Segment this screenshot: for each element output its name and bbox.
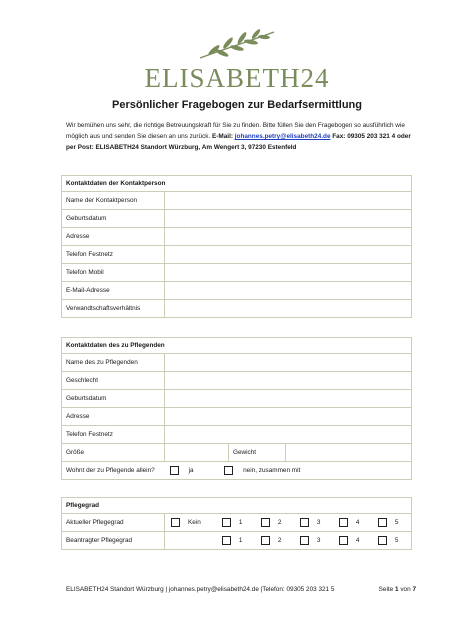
page-number bbox=[379, 586, 416, 593]
table-row bbox=[62, 514, 412, 532]
intro-text: Wir bemühen uns sehr, die richtige Betreuungskraft für Sie zu finden. Bitte füllen Sie den Fragebogen so ausführlich wie möglich aus und senden Sie diesen an uns zurück. bbox=[66, 122, 405, 140]
empty-cell bbox=[165, 532, 216, 550]
level-checkbox[interactable] bbox=[378, 518, 387, 527]
level-label: 2 bbox=[277, 519, 282, 526]
field-label: Telefon Festnetz bbox=[62, 426, 165, 444]
post-text: oder per Post: ELISABETH24 Standort Würzburg, Am Wengert 3, 97230 Estenfeld bbox=[66, 133, 411, 151]
level-option bbox=[333, 532, 372, 550]
table-row bbox=[62, 372, 412, 390]
field-label: Adresse bbox=[62, 408, 165, 426]
level-checkbox[interactable] bbox=[261, 536, 270, 545]
field-label: Geschlecht bbox=[62, 372, 165, 390]
level-option bbox=[216, 514, 255, 532]
level-label: 4 bbox=[355, 519, 360, 526]
level-label: 5 bbox=[394, 519, 399, 526]
lives-alone-label: Wohnt der zu Pflegende allein? bbox=[66, 467, 155, 474]
input-cell[interactable] bbox=[165, 246, 412, 264]
table-row bbox=[62, 192, 412, 210]
table-row bbox=[62, 426, 412, 444]
yes-label: ja bbox=[188, 467, 194, 474]
level-checkbox[interactable] bbox=[339, 536, 348, 545]
weight-label: Gewicht bbox=[229, 444, 286, 462]
field-label: E-Mail-Adresse bbox=[62, 282, 165, 300]
level-option bbox=[294, 532, 333, 550]
level-checkbox[interactable] bbox=[378, 536, 387, 545]
level-label: 4 bbox=[355, 537, 360, 544]
page-prefix: Seite bbox=[378, 586, 394, 593]
section-heading: Kontaktdaten des zu Pflegenden bbox=[62, 338, 412, 354]
field-label: Geburtsdatum bbox=[62, 390, 165, 408]
level-option bbox=[216, 532, 255, 550]
section-heading: Pflegegrad bbox=[62, 498, 412, 514]
footer-contact: ELISABETH24 Standort Würzburg | johannes.petry@elisabeth24.de |Telefon: 09305 203 321 5 bbox=[66, 586, 335, 593]
weight-input[interactable] bbox=[286, 444, 412, 462]
level-option bbox=[372, 514, 412, 532]
table-row bbox=[62, 228, 412, 246]
level-label: 3 bbox=[316, 537, 321, 544]
none-checkbox[interactable] bbox=[171, 518, 180, 527]
level-checkbox[interactable] bbox=[222, 536, 231, 545]
table-row bbox=[62, 444, 412, 462]
table-row bbox=[62, 210, 412, 228]
field-label: Verwandtschaftsverhältnis bbox=[62, 300, 165, 318]
olive-branch-icon bbox=[192, 28, 282, 64]
email-link[interactable]: johannes.petry@elisabeth24.de bbox=[234, 133, 331, 140]
none-label: Kein bbox=[188, 519, 201, 526]
level-option bbox=[255, 514, 294, 532]
level-checkbox[interactable] bbox=[300, 536, 309, 545]
level-checkbox[interactable] bbox=[339, 518, 348, 527]
table-row bbox=[62, 462, 412, 480]
no-checkbox[interactable] bbox=[224, 466, 233, 475]
table-row bbox=[62, 264, 412, 282]
patient-table bbox=[61, 337, 412, 480]
level-option bbox=[372, 532, 412, 550]
page-total: 7 bbox=[412, 586, 416, 593]
input-cell[interactable] bbox=[165, 228, 412, 246]
level-option bbox=[294, 514, 333, 532]
input-cell[interactable] bbox=[165, 300, 412, 318]
page-title: Persönlicher Fragebogen zur Bedarfsermittlung bbox=[112, 99, 362, 111]
section-heading: Kontaktdaten der Kontaktperson bbox=[62, 176, 412, 192]
field-label: Adresse bbox=[62, 228, 165, 246]
level-checkbox[interactable] bbox=[222, 518, 231, 527]
brand-name: ELISABETH24 bbox=[144, 63, 330, 93]
field-label: Geburtsdatum bbox=[62, 210, 165, 228]
level-label: 3 bbox=[316, 519, 321, 526]
input-cell[interactable] bbox=[165, 408, 412, 426]
level-label: 1 bbox=[238, 519, 243, 526]
table-row bbox=[62, 246, 412, 264]
lives-alone-row bbox=[62, 462, 412, 480]
size-input[interactable] bbox=[165, 444, 229, 462]
yes-checkbox[interactable] bbox=[170, 466, 179, 475]
none-option bbox=[165, 514, 216, 532]
level-label: 1 bbox=[238, 537, 243, 544]
field-label: Name des zu Pflegenden bbox=[62, 354, 165, 372]
care-level-table bbox=[61, 497, 412, 550]
input-cell[interactable] bbox=[165, 390, 412, 408]
page-mid: von bbox=[400, 586, 411, 593]
logo bbox=[0, 28, 474, 92]
field-label: Telefon Mobil bbox=[62, 264, 165, 282]
no-label: nein, zusammen mit bbox=[243, 467, 301, 474]
level-checkbox[interactable] bbox=[300, 518, 309, 527]
table-row bbox=[62, 282, 412, 300]
input-cell[interactable] bbox=[165, 426, 412, 444]
field-label: Beantragter Pflegegrad bbox=[62, 532, 165, 550]
email-label: E-Mail: bbox=[212, 133, 233, 140]
input-cell[interactable] bbox=[165, 354, 412, 372]
table-row bbox=[62, 354, 412, 372]
fax-text: Fax: 09305 203 321 4 bbox=[332, 133, 396, 140]
intro-paragraph bbox=[66, 120, 416, 153]
table-row bbox=[62, 408, 412, 426]
field-label: Telefon Festnetz bbox=[62, 246, 165, 264]
input-cell[interactable] bbox=[165, 372, 412, 390]
level-label: 2 bbox=[277, 537, 282, 544]
level-label: 5 bbox=[394, 537, 399, 544]
table-row bbox=[62, 532, 412, 550]
level-option bbox=[333, 514, 372, 532]
level-option bbox=[255, 532, 294, 550]
field-label: Name der Kontaktperson bbox=[62, 192, 165, 210]
table-row bbox=[62, 300, 412, 318]
page-current: 1 bbox=[395, 586, 399, 593]
contact-table bbox=[61, 175, 412, 318]
size-label: Größe bbox=[62, 444, 165, 462]
input-cell[interactable] bbox=[165, 282, 412, 300]
level-checkbox[interactable] bbox=[261, 518, 270, 527]
table-row bbox=[62, 390, 412, 408]
input-cell[interactable] bbox=[165, 264, 412, 282]
field-label: Aktueller Pflegegrad bbox=[62, 514, 165, 532]
input-cell[interactable] bbox=[165, 210, 412, 228]
input-cell[interactable] bbox=[165, 192, 412, 210]
